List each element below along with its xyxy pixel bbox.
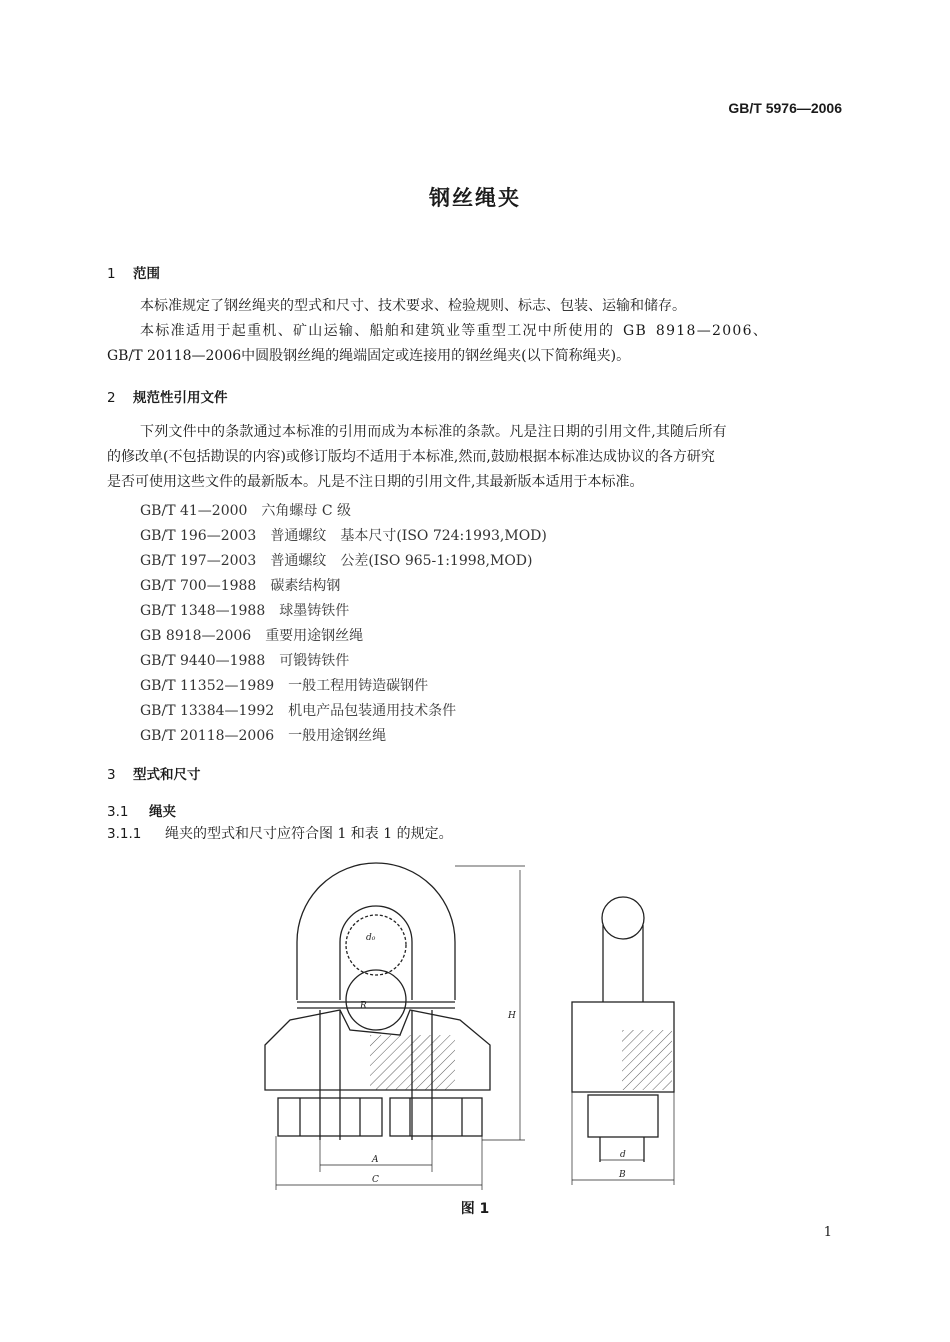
dimension-label-a: A [372,1155,379,1165]
reference-title: 六角螺母 C 级 [261,503,352,519]
dimension-label-c: C [372,1175,379,1185]
dimension-label-d0: d₀ [366,933,376,943]
reference-title: 球墨铸铁件 [279,603,350,619]
reference-code: GB/T 13384—1992 [140,703,275,719]
reference-code: GB/T 1348—1988 [140,603,266,619]
nut-left [278,1098,382,1136]
u-bolt-outer [297,863,455,1000]
section-2-number: 2 [107,390,116,406]
reference-title: 可锻铸铁件 [279,653,350,669]
reference-code: GB/T 700—1988 [140,578,257,594]
figure-caption: 图 1 [460,1201,490,1217]
reference-code: GB 8918—2006 [140,628,252,644]
references-intro-line-3: 是否可使用这些文件的最新版本。凡是不注日期的引用文件,其最新版本适用于本标准。 [107,474,644,490]
rope-circle-upper [346,915,406,975]
reference-title: 普通螺纹 基本尺寸(ISO 724:1993,MOD) [270,528,547,544]
scope-paragraph-2-line-2: GB/T 20118—2006中圆股钢丝绳的绳端固定或连接用的钢丝绳夹(以下简称绳夹)。 [107,348,631,364]
subsection-3-1-title: 绳夹 [149,804,176,820]
reference-title: 机电产品包装通用技术条件 [288,703,457,719]
scope-paragraph-1: 本标准规定了钢丝绳夹的型式和尺寸、技术要求、检验规则、标志、包装、运输和储存。 [140,298,686,314]
reference-code: GB/T 11352—1989 [140,678,275,694]
references-intro-line-2: 的修改单(不包括勘误的内容)或修订版均不适用于本标准,然而,鼓励根据本标准达成协议的各方研究 [107,449,715,465]
u-bolt-inner [340,906,412,1000]
references-intro-line-1: 下列文件中的条款通过本标准的引用而成为本标准的条款。凡是注日期的引用文件,其随后所有 [140,424,727,440]
reference-code: GB/T 41—2000 [140,503,248,519]
reference-code: GB/T 20118—2006 [140,728,275,744]
dimension-label-r: R [360,1001,367,1011]
side-rope-circle [602,897,644,939]
dimension-label-b: B [619,1170,626,1180]
section-3-number: 3 [107,767,116,783]
rope-circle-lower [346,970,406,1030]
reference-title: 普通螺纹 公差(ISO 965-1:1998,MOD) [270,553,533,569]
standard-number: GB/T 5976—2006 [728,100,842,116]
subsection-3-1-number: 3.1 [107,804,129,820]
dimension-label-h: H [508,1011,516,1021]
subsection-3-1-1-number: 3.1.1 [107,826,142,842]
reference-code: GB/T 197—2003 [140,553,257,569]
nut-right [390,1098,482,1136]
reference-title: 一般用途钢丝绳 [288,728,387,744]
reference-title: 重要用途钢丝绳 [265,628,364,644]
page-number: 1 [823,1225,832,1240]
reference-title: 一般工程用铸造碳钢件 [288,678,429,694]
document-title: 钢丝绳夹 [429,186,521,210]
section-3-title: 型式和尺寸 [133,767,201,783]
dimension-label-d: d [620,1150,626,1160]
scope-paragraph-2-line-1: 本标准适用于起重机、矿山运输、船舶和建筑业等重型工况中所使用的 GB 8918—2006、 [140,323,769,339]
reference-code: GB/T 9440—1988 [140,653,266,669]
reference-title: 碳素结构钢 [270,578,341,594]
section-2-title: 规范性引用文件 [133,390,228,406]
side-nut [588,1095,658,1137]
section-1-title: 范围 [133,266,160,282]
reference-code: GB/T 196—2003 [140,528,257,544]
section-1-number: 1 [107,266,116,282]
subsection-3-1-1-text: 绳夹的型式和尺寸应符合图 1 和表 1 的规定。 [165,826,453,842]
